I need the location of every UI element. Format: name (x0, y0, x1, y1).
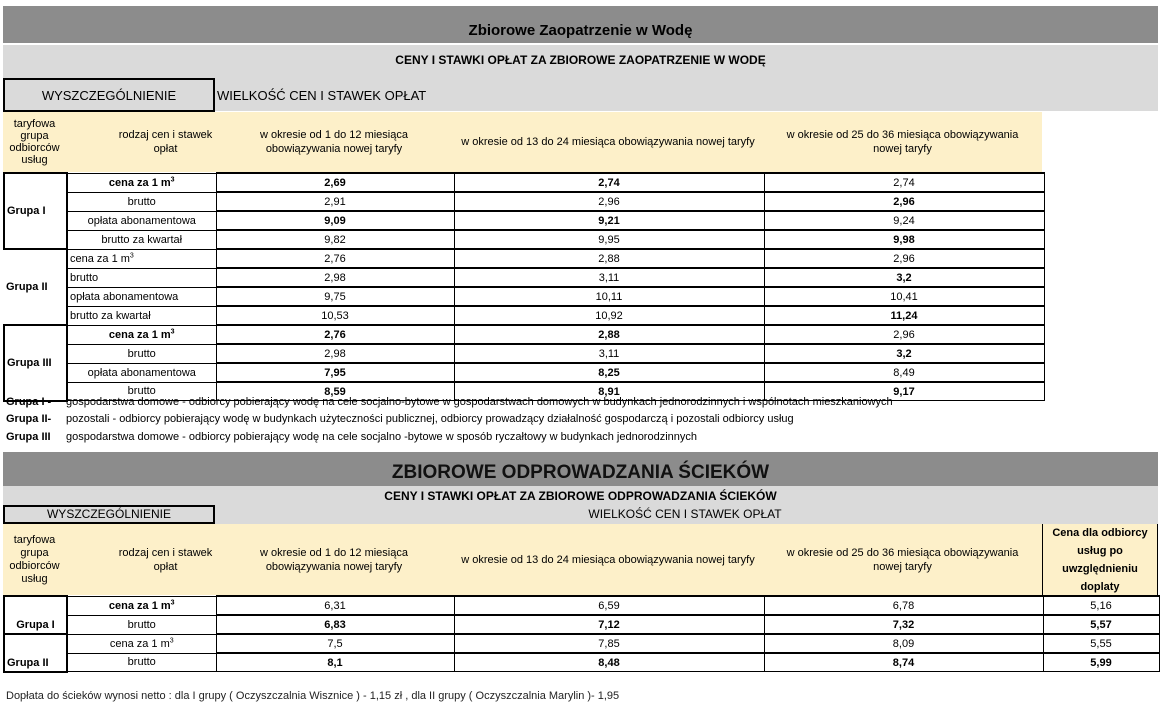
kind-cell: cena za 1 $m^3$ (67, 325, 216, 344)
sewage-footnote: Dopłata do ścieków wynosi netto : dla I grupy ( Oczyszczalnia Wisznice ) - 1,15 zł , dla II grupy ( Oczyszczalnia Marylin )- 1,95 (6, 690, 620, 702)
value-cell: 7,5 (216, 634, 454, 653)
value-cell: 10,53 (216, 306, 454, 325)
value-cell: 8,91 (454, 382, 764, 401)
value-cell: 2,88 (454, 249, 764, 268)
value-cell: 9,82 (216, 230, 454, 249)
group-name-cell: Grupa I (4, 596, 67, 634)
value-cell: 8,25 (454, 363, 764, 382)
table-row (4, 615, 1159, 634)
kind-cell: opłata abonamentowa (67, 211, 216, 230)
table-row (4, 363, 1044, 382)
kind-cell: brutto (67, 192, 216, 211)
sewage-subtitle-band (3, 486, 1158, 506)
kind-cell: opłata abonamentowa (67, 287, 216, 306)
water-header-kind: rodzaj cen i stawek opłat (66, 112, 215, 172)
value-cell: 9,75 (216, 287, 454, 306)
value-cell: 9,21 (454, 211, 764, 230)
value-cell: 2,69 (216, 173, 454, 192)
table-row (4, 653, 1159, 672)
legend-row: Grupa II- pozostali - odbiorcy pobierający wodę w budynkach użyteczności publicznej, odbiorcy prowadzący działalność gospodarczą i pozostali odbiorcy usług (6, 413, 794, 425)
value-cell: 7,85 (454, 634, 764, 653)
water-title-banner (3, 6, 1158, 43)
table-row (4, 230, 1044, 249)
value-cell: 2,96 (764, 192, 1044, 211)
sewage-header-p1: w okresie od 1 do 12 miesiąca obowiązywania nowej taryfy (215, 524, 453, 595)
kind-cell: brutto (67, 615, 216, 634)
water-subtitle-band (3, 45, 1158, 78)
water-header-p2: w okresie od 13 do 24 miesiąca obowiązywania nowej taryfy (453, 112, 763, 172)
sewage-subtitle: CENY I STAWKI OPŁAT ZA ZBIOROWE ODPROWADZANIA ŚCIEKÓW (384, 489, 777, 503)
water-header-p1: w okresie od 1 do 12 miesiąca obowiązywania nowej taryfy (215, 112, 453, 172)
legend-row: Grupa I - gospodarstwa domowe - odbiorcy pobierający wodę na cele socjalno-bytowe w gospodarstwach domowych w budynkach jednorodzinnych i wspólnotach mieszkaniowych (6, 396, 893, 408)
value-cell: 10,92 (454, 306, 764, 325)
value-cell: 9,98 (764, 230, 1044, 249)
water-size-label: WIELKOŚĆ CEN I STAWEK OPŁAT (217, 87, 427, 103)
value-cell: 7,12 (454, 615, 764, 634)
kind-cell: cena za 1 $m^3$ (67, 173, 216, 192)
value-cell: 6,59 (454, 596, 764, 615)
kind-cell: brutto (67, 653, 216, 672)
sewage-spec-label: WYSZCZEGÓLNIENIE (3, 505, 215, 524)
kind-cell: cena za 1 $m^3$ (67, 596, 216, 615)
value-cell: 8,74 (764, 653, 1043, 672)
kind-cell: brutto za kwartał (67, 306, 216, 325)
value-cell: 5,55 (1043, 634, 1159, 653)
table-row (4, 306, 1044, 325)
value-cell: 2,96 (764, 249, 1044, 268)
group-name-cell: Grupa II (6, 281, 48, 293)
value-cell: 2,74 (454, 173, 764, 192)
kind-cell: brutto (67, 382, 216, 401)
value-cell: 6,78 (764, 596, 1043, 615)
table-row (4, 173, 1044, 192)
sewage-header-p3: w okresie od 25 do 36 miesiąca obowiązywania nowej taryfy (763, 524, 1042, 595)
value-cell: 2,74 (764, 173, 1044, 192)
table-row (4, 634, 1159, 653)
value-cell: 10,11 (454, 287, 764, 306)
value-cell: 3,11 (454, 344, 764, 363)
table-row (4, 325, 1044, 344)
value-cell: 2,98 (216, 344, 454, 363)
value-cell: 5,57 (1043, 615, 1159, 634)
group-name-cell: Grupa I (4, 173, 67, 249)
value-cell: 5,16 (1043, 596, 1159, 615)
value-cell: 2,98 (216, 268, 454, 287)
table-row (4, 211, 1044, 230)
sewage-header-p4: Cena dla odbiorcy usług po uwzględnieniu doplaty (1042, 524, 1158, 595)
kind-cell: cena za 1 $m^3$ (67, 634, 216, 653)
sewage-table (3, 595, 1160, 673)
water-subtitle: CENY I STAWKI OPŁAT ZA ZBIOROWE ZAOPATRZENIE W WODĘ (395, 53, 766, 67)
sewage-header-kind: rodzaj cen i stawek opłat (66, 524, 215, 595)
value-cell: 2,76 (216, 249, 454, 268)
value-cell: 8,48 (454, 653, 764, 672)
table-row (4, 249, 1044, 268)
sewage-title-banner (3, 452, 1158, 486)
value-cell: 6,31 (216, 596, 454, 615)
table-row (4, 287, 1044, 306)
kind-cell: brutto (67, 268, 216, 287)
water-title: Zbiorowe Zaopatrzenie w Wodę (468, 22, 693, 39)
sewage-size-label: WIELKOŚĆ CEN I STAWEK OPŁAT (588, 507, 782, 521)
water-legend (3, 394, 1043, 448)
value-cell: 2,88 (454, 325, 764, 344)
value-cell: 2,96 (764, 325, 1044, 344)
water-header-group: taryfowa grupa odbiorców usług (3, 112, 66, 172)
value-cell: 3,2 (764, 344, 1044, 363)
value-cell: 3,2 (764, 268, 1044, 287)
sewage-header-p2: w okresie od 13 do 24 miesiąca obowiązywania nowej taryfy (453, 524, 763, 595)
sewage-title: ZBIOROWE ODPROWADZANIA ŚCIEKÓW (391, 462, 770, 483)
value-cell: 9,09 (216, 211, 454, 230)
value-cell: 3,11 (454, 268, 764, 287)
value-cell: 2,76 (216, 325, 454, 344)
sewage-header-group: taryfowa grupa odbiorców usług (3, 524, 66, 595)
value-cell: 8,49 (764, 363, 1044, 382)
table-row (4, 344, 1044, 363)
value-cell: 9,24 (764, 211, 1044, 230)
value-cell: 2,91 (216, 192, 454, 211)
water-header-p3: w okresie od 25 do 36 miesiąca obowiązywania nowej taryfy (763, 112, 1042, 172)
value-cell: 9,95 (454, 230, 764, 249)
legend-row: Grupa III gospodarstwa domowe - odbiorcy pobierający wodę na cele socjalno -bytowe w sposób ryczałtowy w budynkach jednorodzinnych (6, 431, 698, 443)
kind-cell: brutto (67, 344, 216, 363)
value-cell: 7,32 (764, 615, 1043, 634)
water-table (3, 172, 1045, 402)
value-cell: 8,09 (764, 634, 1043, 653)
group-name-cell: Grupa III (4, 325, 67, 401)
table-row (4, 192, 1044, 211)
value-cell: 5,99 (1043, 653, 1159, 672)
group-name-cell: Grupa II (4, 634, 67, 672)
value-cell: 9,17 (764, 382, 1044, 401)
value-cell: 10,41 (764, 287, 1044, 306)
value-cell: 8,1 (216, 653, 454, 672)
value-cell: 8,59 (216, 382, 454, 401)
kind-cell: brutto za kwartał (67, 230, 216, 249)
value-cell: 6,83 (216, 615, 454, 634)
value-cell: 7,95 (216, 363, 454, 382)
table-row (4, 596, 1159, 615)
value-cell: 2,96 (454, 192, 764, 211)
value-cell: 11,24 (764, 306, 1044, 325)
kind-cell: cena za 1 $m^3$ (67, 249, 216, 268)
table-row (4, 268, 1044, 287)
water-spec-label: WYSZCZEGÓLNIENIE (3, 78, 215, 112)
kind-cell: opłata abonamentowa (67, 363, 216, 382)
